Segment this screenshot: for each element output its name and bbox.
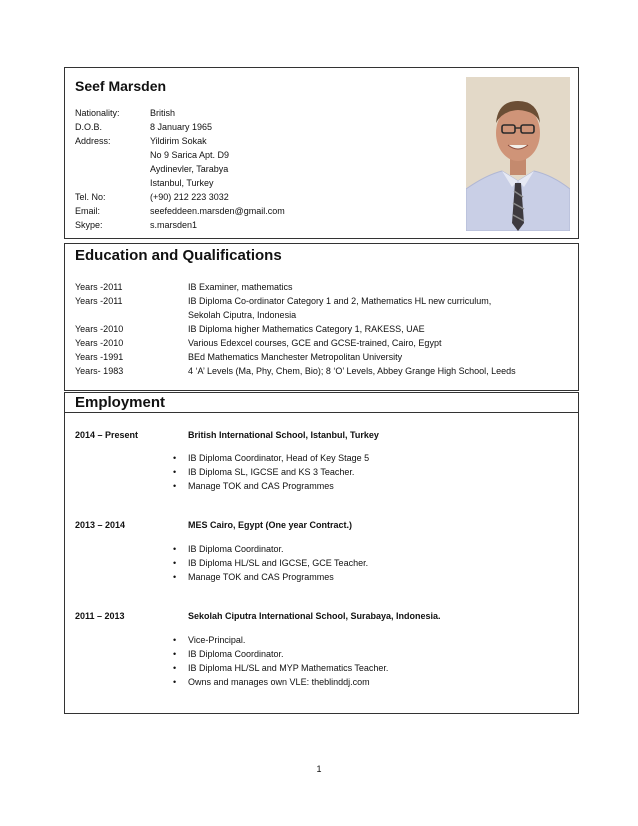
job-employer: MES Cairo, Egypt (One year Contract.) <box>188 520 353 530</box>
email-value: seefeddeen.marsden@gmail.com <box>150 206 285 216</box>
education-desc: 4 ‘A’ Levels (Ma, Phy, Chem, Bio); 8 ‘O’ Levels, Abbey Grange High School, Leeds <box>188 366 516 376</box>
employment-header <box>65 393 578 413</box>
job-employer: Sekolah Ciputra International School, Surabaya, Indonesia. <box>188 611 441 621</box>
duty-text: IB Diploma HL/SL and MYP Mathematics Teacher. <box>188 663 389 673</box>
duty-text: IB Diploma Coordinator. <box>188 544 284 554</box>
duty-text: IB Diploma Coordinator. <box>188 649 284 659</box>
job-period: 2013 – 2014 <box>75 520 126 530</box>
field-value: (+90) 212 223 3032 <box>150 192 229 202</box>
field-value: British <box>150 108 176 118</box>
bullet-icon: • <box>173 467 177 477</box>
duty-text: IB Diploma SL, IGCSE and KS 3 Teacher. <box>188 467 355 477</box>
skype-value: s.marsden1 <box>150 220 198 230</box>
education-years: Years -2011 <box>75 282 123 292</box>
section-title: Employment <box>75 394 166 411</box>
field-value: 8 January 1965 <box>150 122 213 132</box>
bullet-icon: • <box>173 558 177 568</box>
duty-text: IB Diploma HL/SL and IGCSE, GCE Teacher. <box>188 558 369 568</box>
bullet-icon: • <box>173 572 177 582</box>
field-label: Email: <box>75 206 101 216</box>
duty-text: Owns and manages own VLE: theblinddj.com <box>188 677 370 687</box>
duty-text: Manage TOK and CAS Programmes <box>188 572 334 582</box>
education-desc: IB Examiner, mathematics <box>188 282 293 292</box>
education-years: Years -1991 <box>75 352 124 362</box>
field-value: Yildirim Sokak <box>150 136 207 146</box>
field-value: No 9 Sarica Apt. D9 <box>150 150 230 160</box>
section-title: Education and Qualifications <box>75 247 282 264</box>
bullet-icon: • <box>173 544 177 554</box>
bullet-icon: • <box>173 649 177 659</box>
duty-text: IB Diploma Coordinator, Head of Key Stage 5 <box>188 453 370 463</box>
field-label: Skype: <box>75 220 103 230</box>
job-period: 2014 – Present <box>75 430 139 440</box>
education-desc: IB Diploma higher Mathematics Category 1, RAKESS, UAE <box>188 324 425 334</box>
page-number: 1 <box>316 764 322 774</box>
person-name: Seef Marsden <box>75 78 167 94</box>
education-desc: Various Edexcel courses, GCE and GCSE-trained, Cairo, Egypt <box>188 338 442 348</box>
field-value: Aydinevler, Tarabya <box>150 164 229 174</box>
education-years: Years -2010 <box>75 324 124 334</box>
field-label: D.O.B. <box>75 122 103 132</box>
job-period: 2011 – 2013 <box>75 611 125 621</box>
job-employer: British International School, Istanbul, Turkey <box>188 430 379 440</box>
education-desc: IB Diploma Co-ordinator Category 1 and 2, Mathematics HL new curriculum, <box>188 296 492 306</box>
duty-text: Manage TOK and CAS Programmes <box>188 481 334 491</box>
field-label: Address: <box>75 136 111 146</box>
field-label: Nationality: <box>75 108 120 118</box>
education-desc: Sekolah Ciputra, Indonesia <box>188 310 297 320</box>
duty-text: Vice-Principal. <box>188 635 246 645</box>
bullet-icon: • <box>173 635 177 645</box>
field-label: Tel. No: <box>75 192 106 202</box>
bullet-icon: • <box>173 481 177 491</box>
education-desc: BEd Mathematics Manchester Metropolitan University <box>188 352 403 362</box>
bullet-icon: • <box>173 453 177 463</box>
profile-photo <box>466 77 570 231</box>
bullet-icon: • <box>173 663 177 673</box>
education-section <box>64 243 579 391</box>
education-years: Years -2011 <box>75 296 123 306</box>
education-years: Years -2010 <box>75 338 124 348</box>
bullet-icon: • <box>173 677 177 687</box>
employment-section <box>64 392 579 714</box>
field-value: Istanbul, Turkey <box>150 178 214 188</box>
education-years: Years- 1983 <box>75 366 124 376</box>
personal-details-section <box>64 67 579 239</box>
portrait-illustration <box>466 77 570 231</box>
